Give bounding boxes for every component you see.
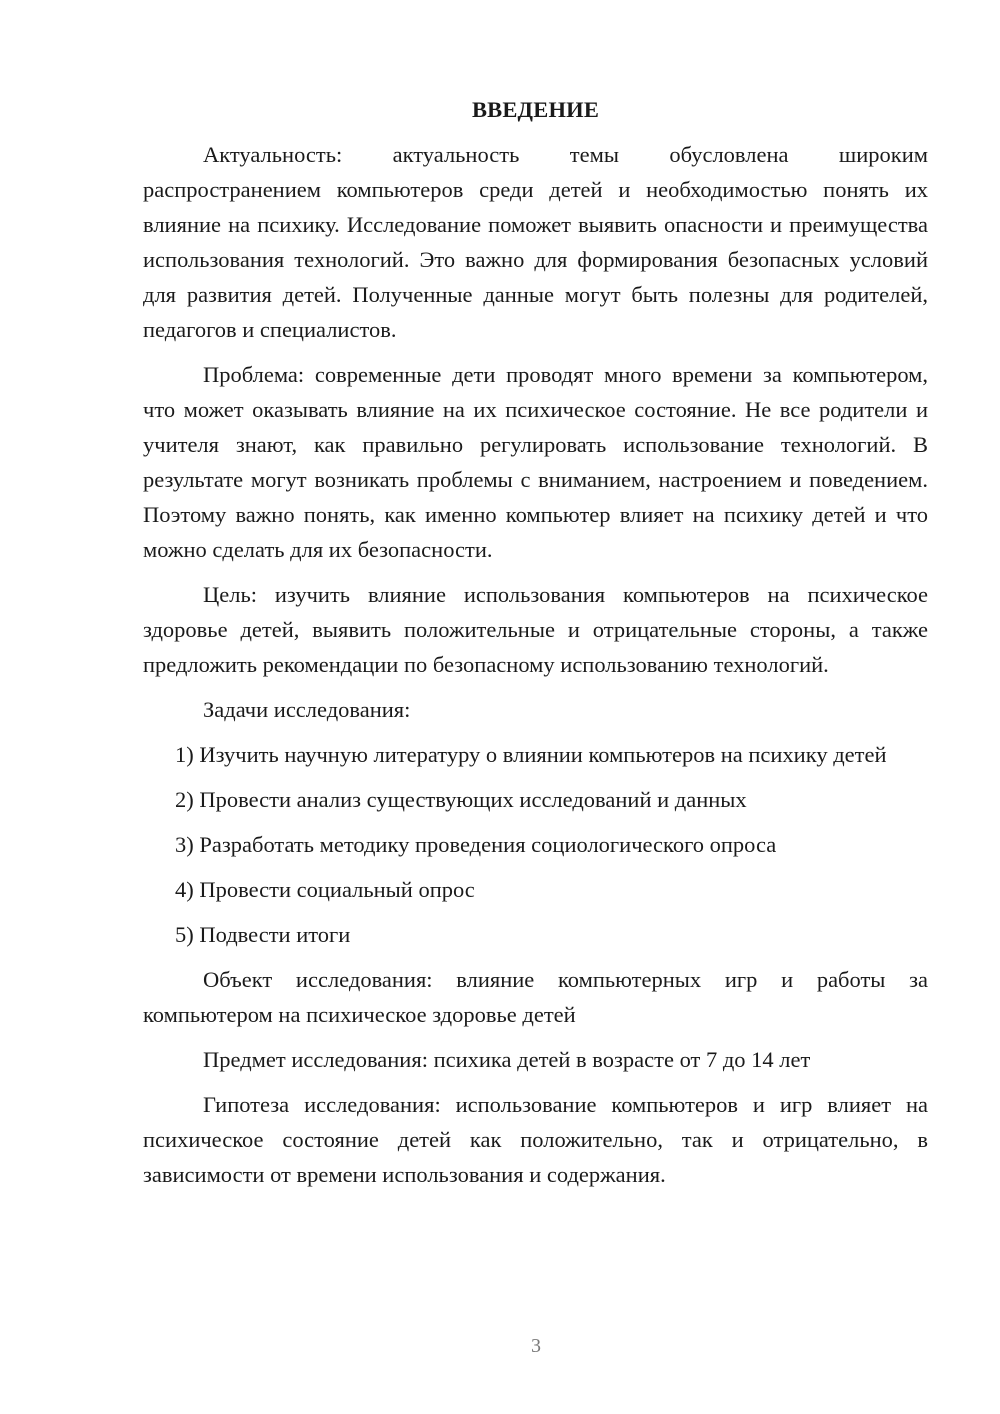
paragraph-relevance: Актуальность: актуальность темы обусловлена широким распространением компьютеров среди детей и необходимостью понять их влияние на психику. Исследование поможет выявить опасности и преимущества использования технологий. Это важно для формирования безопасных условий для развития детей. Полученные данные могут быть полезны для родителей, педагогов и специалистов. (143, 142, 928, 342)
paragraph-object: Объект исследования: влияние компьютерных игр и работы за компьютером на психическое здоровье детей (143, 967, 928, 1027)
task-item-3: 3) Разработать методику проведения социологического опроса (175, 832, 777, 857)
task-item-1: 1) Изучить научную литературу о влиянии компьютеров на психику детей (175, 742, 887, 767)
tasks-heading: Задачи исследования: (203, 697, 411, 722)
task-item-2: 2) Провести анализ существующих исследований и данных (175, 787, 747, 812)
task-item-5: 5) Подвести итоги (175, 922, 351, 947)
paragraph-hypothesis: Гипотеза исследования: использование компьютеров и игр влияет на психическое состояние детей как положительно, так и отрицательно, в зависимости от времени использования и содержания. (143, 1092, 928, 1187)
paragraph-problem: Проблема: современные дети проводят много времени за компьютером, что может оказывать влияние на их психическое состояние. Не все родители и учителя знают, как правильно регулировать использование технологий. В результате могут возникать проблемы с вниманием, настроением и поведением. Поэтому важно понять, как именно компьютер влияет на психику детей и что можно сделать для их безопасности. (143, 362, 928, 562)
section-title: ВВЕДЕНИЕ (471, 97, 600, 122)
page-number: 3 (531, 1335, 541, 1357)
task-item-4: 4) Провести социальный опрос (175, 877, 475, 902)
paragraph-goal: Цель: изучить влияние использования компьютеров на психическое здоровье детей, выявить положительные и отрицательные стороны, а также предложить рекомендации по безопасному использованию технологий. (143, 582, 928, 677)
paragraph-subject: Предмет исследования: психика детей в возрасте от 7 до 14 лет (203, 1047, 811, 1072)
document-body (143, 92, 928, 1202)
